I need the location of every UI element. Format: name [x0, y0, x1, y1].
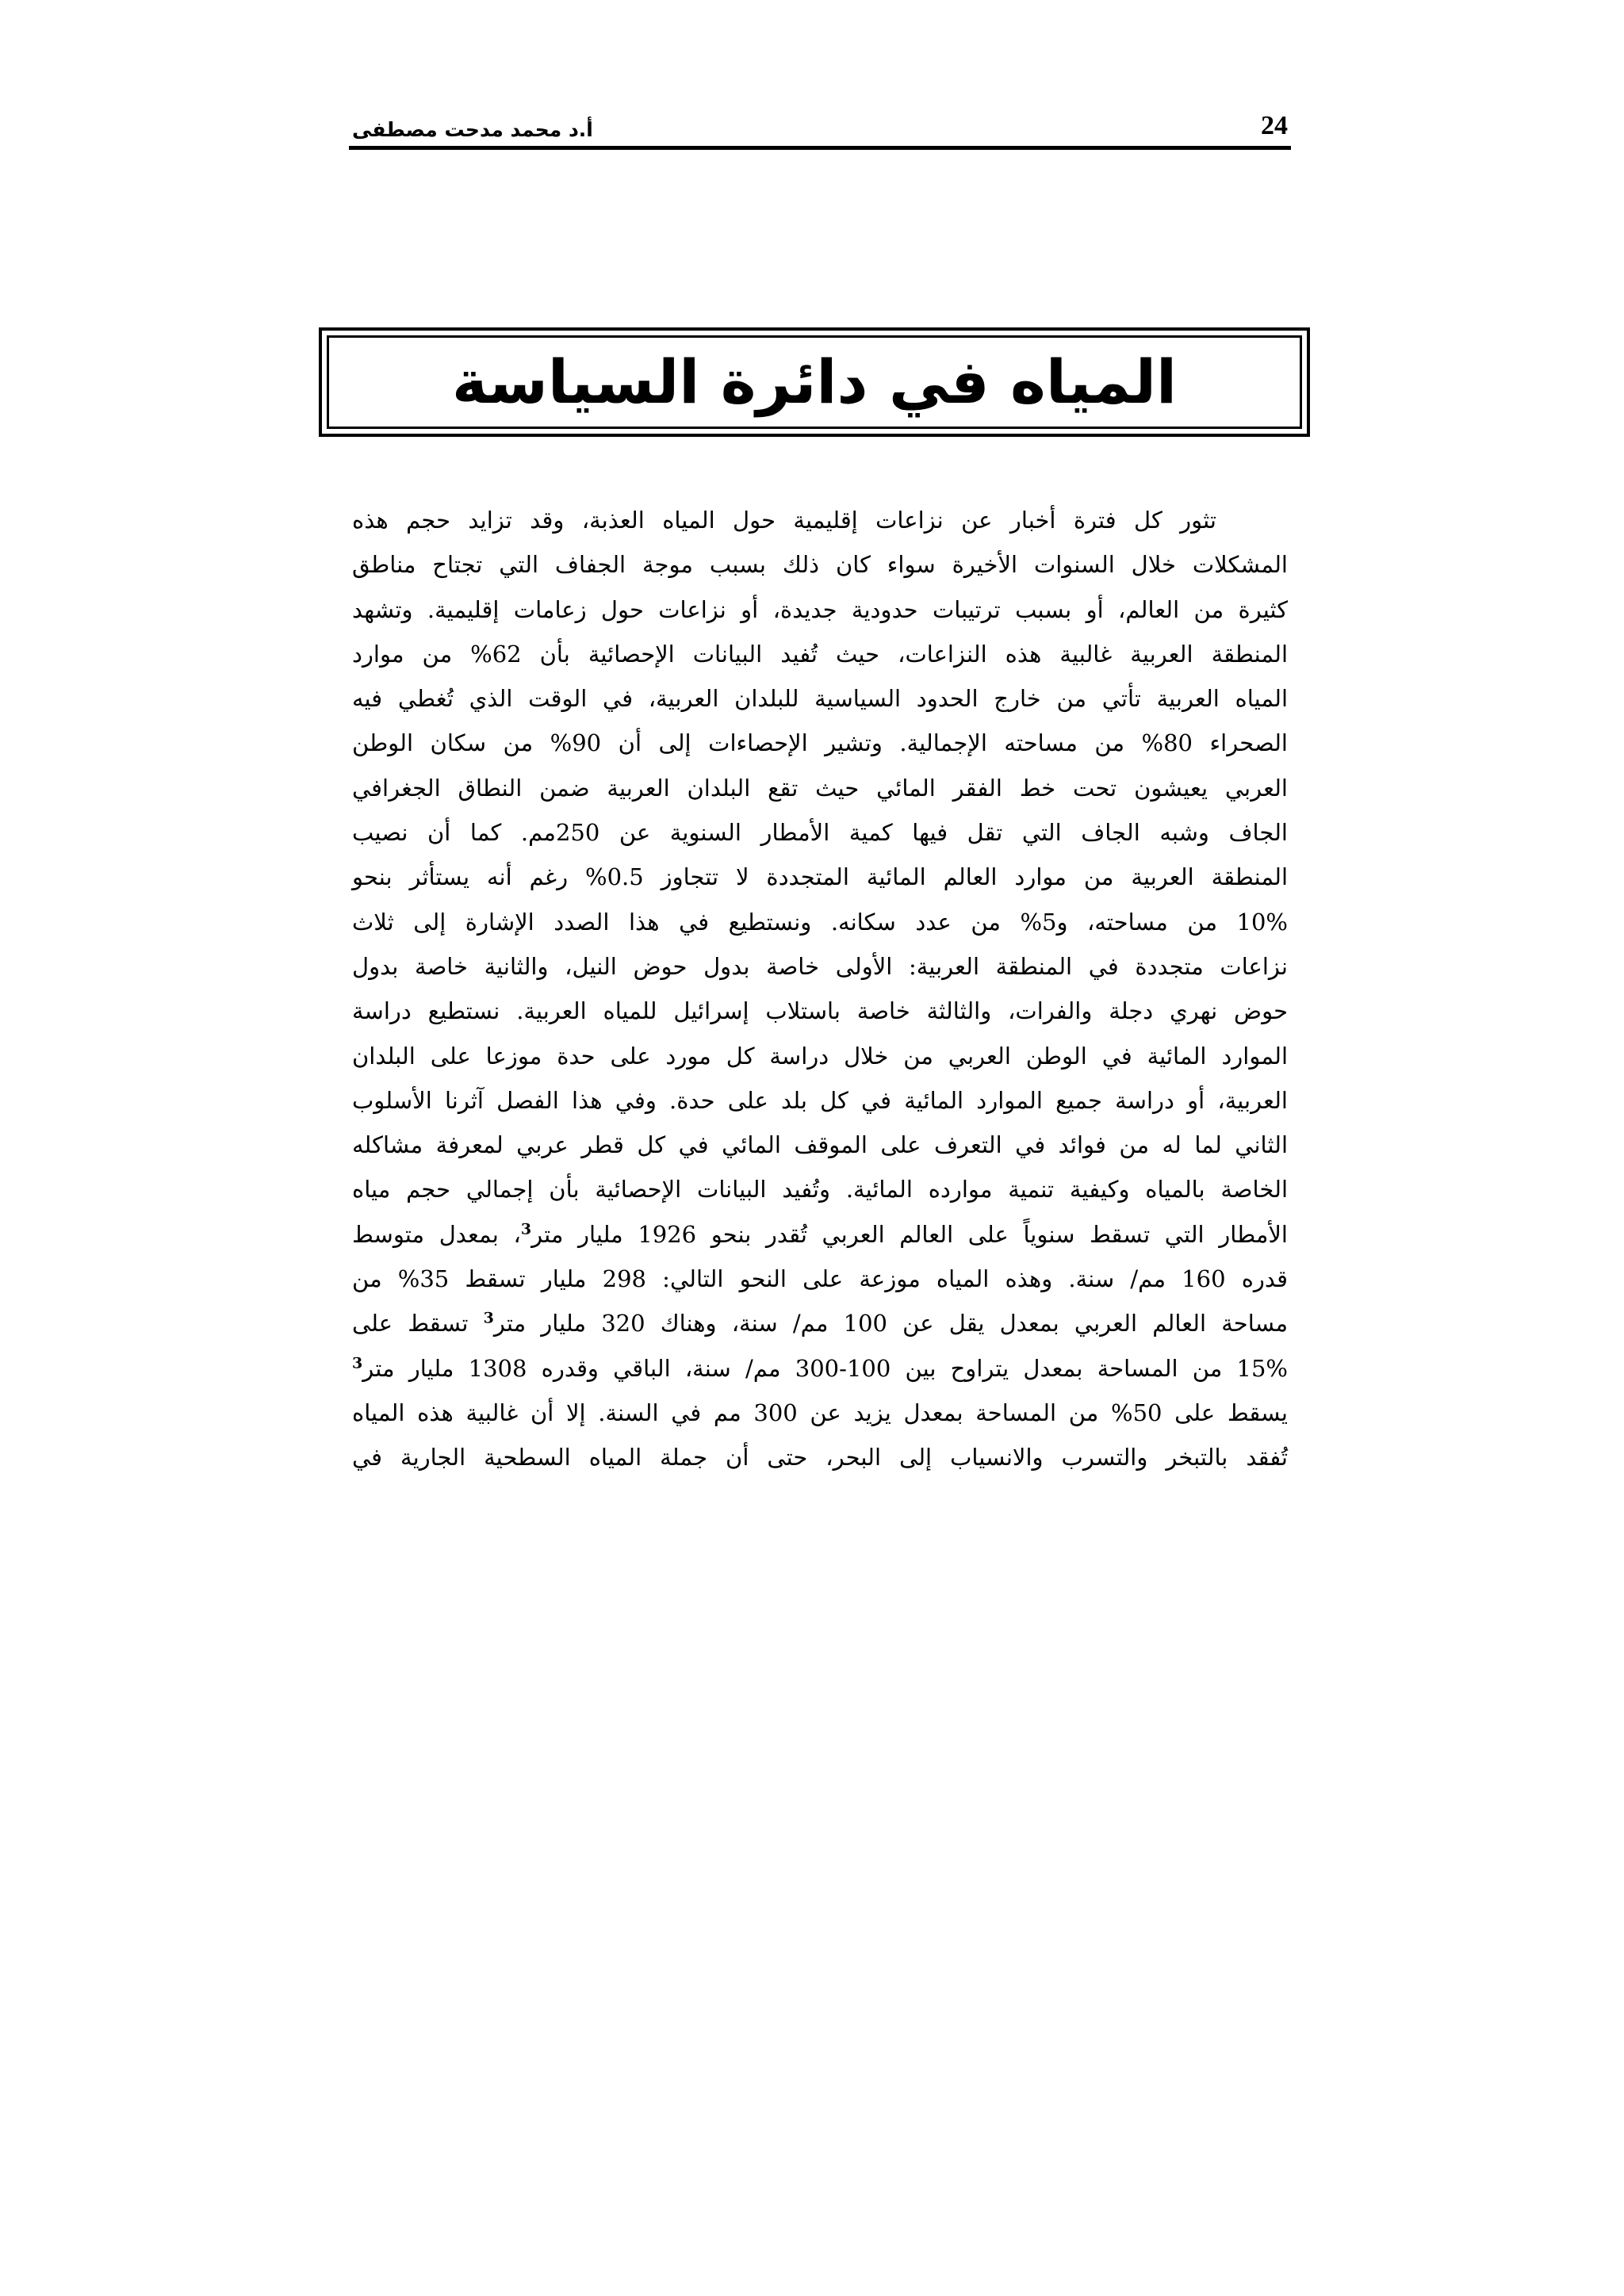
page-number: 24 — [1261, 111, 1288, 140]
body-line: العربية، أو دراسة جميع الموارد المائية في كل بلد على حدة. وفي هذا الفصل آثرنا الأسلوب — [352, 1086, 1288, 1114]
body-line: المياه العربية تأتي من خارج الحدود السياسية للبلدان العربية، في الوقت الذي تُغطي فيه — [352, 685, 1288, 713]
line-text: تسقط على — [352, 1310, 484, 1337]
body-line: قدره 160 مم/ سنة. وهذه المياه موزعة على النحو التالي: 298 مليار تسقط 35% من — [352, 1265, 1288, 1293]
body-line: حوض نهري دجلة والفرات، والثالثة خاصة باستلاب إسرائيل للمياه العربية. نستطيع دراسة — [352, 997, 1288, 1025]
body-text — [352, 498, 1288, 1480]
superscript: 3 — [483, 1309, 494, 1327]
line-text: مساحة العالم العربي بمعدل يقل عن 100 مم/ سنة، وهناك 320 مليار متر — [493, 1310, 1288, 1337]
chapter-title: المياه في دائرة السياسة — [451, 346, 1178, 417]
body-line: الموارد المائية في الوطن العربي من خلال دراسة كل مورد على حدة موزعا على البلدان — [352, 1042, 1288, 1070]
body-line: العربي يعيشون تحت خط الفقر المائي حيث تقع البلدان العربية ضمن النطاق الجغرافي — [352, 774, 1288, 802]
body-line: تُفقد بالتبخر والتسرب والانسياب إلى البحر، حتى أن جملة المياه السطحية الجارية في — [352, 1444, 1288, 1471]
superscript: 3 — [352, 1353, 363, 1372]
body-line: المنطقة العربية غالبية هذه النزاعات، حيث تُفيد البيانات الإحصائية بأن 62% من موارد — [352, 640, 1288, 668]
body-line: تثور كل فترة أخبار عن نزاعات إقليمية حول المياه العذبة، وقد تزايد حجم هذه — [352, 507, 1216, 534]
body-line: المنطقة العربية من موارد العالم المائية المتجددة لا تتجاوز 0.5% رغم أنه يستأثر بنحو — [352, 863, 1289, 891]
body-line: يسقط على 50% من المساحة بمعدل يزيد عن 300 مم في السنة. إلا أن غالبية هذه المياه — [352, 1399, 1288, 1426]
superscript: 3 — [520, 1220, 532, 1238]
chapter-title-frame — [319, 327, 1310, 437]
chapter-title-inner-frame — [327, 335, 1302, 429]
body-line: المشكلات خلال السنوات الأخيرة سواء كان ذلك بسبب موجة الجفاف التي تجتاح مناطق — [352, 551, 1288, 579]
body-line-with-superscript — [352, 1212, 1288, 1257]
author-name: أ.د محمد مدحت مصطفى — [352, 118, 593, 141]
line-text: 15% من المساحة بمعدل يتراوح بين 100-300 مم/ سنة، الباقي وقدره 1308 مليار متر — [362, 1354, 1288, 1382]
body-line: 10% من مساحته، و5% من عدد سكانه. ونستطيع في هذا الصدد الإشارة إلى ثلاث — [352, 908, 1288, 936]
line-text: الأمطار التي تسقط سنوياً على العالم العربي تُقدر بنحو 1926 مليار متر — [531, 1220, 1288, 1248]
body-line: الجاف وشبه الجاف التي تقل فيها كمية الأمطار السنوية عن 250مم. كما أن نصيب — [352, 819, 1288, 847]
body-line: الثاني لما له من فوائد في التعرف على الموقف المائي في كل قطر عربي لمعرفة مشاكله — [352, 1131, 1288, 1159]
line-text: ، بمعدل متوسط — [352, 1220, 521, 1248]
running-header — [349, 105, 1291, 150]
body-line-with-superscript — [352, 1346, 1288, 1391]
body-line: الخاصة بالمياه وكيفية تنمية موارده المائية. وتُفيد البيانات الإحصائية بأن إجمالي حجم مياه — [352, 1176, 1288, 1203]
body-line: كثيرة من العالم، أو بسبب ترتيبات حدودية جديدة، أو نزاعات حول زعامات إقليمية. وتشهد — [352, 595, 1288, 623]
body-line: نزاعات متجددة في المنطقة العربية: الأولى خاصة بدول حوض النيل، والثانية خاصة بدول — [352, 952, 1288, 980]
body-line: الصحراء 80% من مساحته الإجمالية. وتشير الإحصاءات إلى أن 90% من سكان الوطن — [352, 729, 1288, 757]
body-line-with-superscript — [352, 1301, 1288, 1345]
